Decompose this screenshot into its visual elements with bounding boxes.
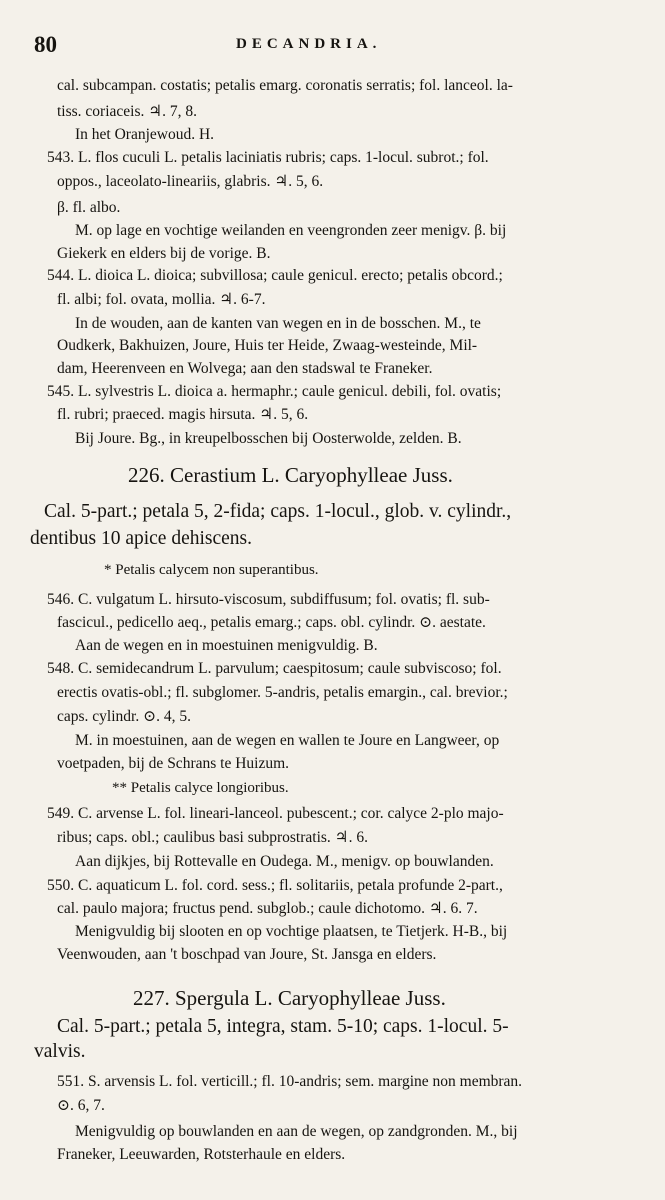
text-line: dam, Heerenveen en Wolvega; aan den stadswal te Franeker. [57, 360, 433, 377]
text-line: M. in moestuinen, aan de wegen en wallen te Joure en Langweer, op [75, 732, 500, 749]
text-line: voetpaden, bij de Schrans te Huizum. [57, 755, 290, 772]
species-entry-550: 550. C. aquaticum L. fol. cord. sess.; fl. solitariis, petala profunde 2-part., [47, 877, 503, 894]
species-entry-543: 543. L. flos cuculi L. petalis laciniatis rubris; caps. 1-locul. subrot.; fol. [47, 149, 489, 166]
text-line: Bij Joure. Bg., in kreupelbosschen bij Oosterwolde, zelden. B. [75, 430, 462, 447]
text-line: fascicul., pedicello aeq., petalis emarg.; caps. obl. cylindr. ⊙. aestate. [57, 614, 486, 631]
species-entry-551: 551. S. arvensis L. fol. verticill.; fl. 10-andris; sem. margine non membran. [57, 1073, 523, 1090]
text-line: fl. albi; fol. ovata, mollia. ♃. 6-7. [57, 291, 266, 308]
text-line: In de wouden, aan de kanten van wegen en in de bosschen. M., te [75, 315, 481, 332]
species-entry-545: 545. L. sylvestris L. dioica a. hermaphr.; caule genicul. debili, fol. ovatis; [47, 383, 502, 400]
section-heading: * Petalis calycem non superantibus. [104, 562, 319, 578]
text-line: oppos., laceolato-lineariis, glabris. ♃. 5, 6. [57, 173, 324, 190]
text-line: cal. subcampan. costatis; petalis emarg. coronatis serratis; fol. lanceol. la- [57, 77, 513, 94]
text-line: Giekerk en elders bij de vorige. B. [57, 245, 271, 262]
species-entry-549: 549. C. arvense L. fol. lineari-lanceol. pubescent.; cor. calyce 2-plo majo- [47, 805, 504, 822]
text-line: Aan dijkjes, bij Rottevalle en Oudega. M., menigv. op bouwlanden. [75, 853, 494, 870]
species-entry-544: 544. L. dioica L. dioica; subvillosa; caule genicul. erecto; petalis obcord.; [47, 267, 503, 284]
text-line: Veenwouden, aan 't boschpad van Joure, St. Jansga en elders. [57, 946, 437, 963]
running-head: DECANDRIA. [236, 36, 382, 52]
text-line: Oudkerk, Bakhuizen, Joure, Huis ter Heide, Zwaag-westeinde, Mil- [57, 337, 478, 354]
text-line: Menigvuldig op bouwlanden en aan de wegen, op zandgronden. M., bij [75, 1123, 518, 1140]
text-line: ribus; caps. obl.; caulibus basi subprostratis. ♃. 6. [57, 829, 368, 846]
text-line: ⊙. 6, 7. [57, 1097, 105, 1114]
genus-diagnosis: Cal. 5-part.; petala 5, integra, stam. 5-10; caps. 1-locul. 5- [57, 1016, 509, 1037]
text-line: Menigvuldig bij slooten en op vochtige plaatsen, te Tietjerk. H-B., bij [75, 923, 508, 940]
text-line: erectis ovatis-obl.; fl. subglomer. 5-andris, petalis emargin., cal. brevior.; [57, 684, 508, 701]
text-line: M. op lage en vochtige weilanden en veengronden zeer menigv. β. bij [75, 222, 507, 239]
page-header [0, 28, 665, 64]
genus-diagnosis: valvis. [34, 1041, 86, 1062]
text-line: fl. rubri; praeced. magis hirsuta. ♃. 5, 6. [57, 406, 309, 423]
species-entry-546: 546. C. vulgatum L. hirsuto-viscosum, subdiffusum; fol. ovatis; fl. sub- [47, 591, 490, 608]
text-line: Franeker, Leeuwarden, Rotsterhaule en elders. [57, 1146, 346, 1163]
page-number: 80 [34, 32, 57, 57]
text-line: cal. paulo majora; fructus pend. subglob.; caule dichotomo. ♃. 6. 7. [57, 900, 478, 917]
genus-diagnosis: dentibus 10 apice dehiscens. [30, 528, 253, 549]
text-line: In het Oranjewoud. H. [75, 126, 215, 143]
text-line: tiss. coriaceis. ♃. 7, 8. [57, 103, 198, 120]
text-line: Aan de wegen en in moestuinen menigvuldig. B. [75, 637, 378, 654]
text-line: caps. cylindr. ⊙. 4, 5. [57, 708, 191, 725]
genus-heading-spergula: 227. Spergula L. Caryophylleae Juss. [133, 986, 446, 1010]
genus-heading-cerastium: 226. Cerastium L. Caryophylleae Juss. [128, 463, 453, 487]
section-heading: ** Petalis calyce longioribus. [112, 780, 289, 796]
genus-diagnosis: Cal. 5-part.; petala 5, 2-fida; caps. 1-locul., glob. v. cylindr., [44, 501, 512, 522]
species-entry-548: 548. C. semidecandrum L. parvulum; caespitosum; caule subviscoso; fol. [47, 660, 502, 677]
text-line: β. fl. albo. [57, 199, 121, 216]
